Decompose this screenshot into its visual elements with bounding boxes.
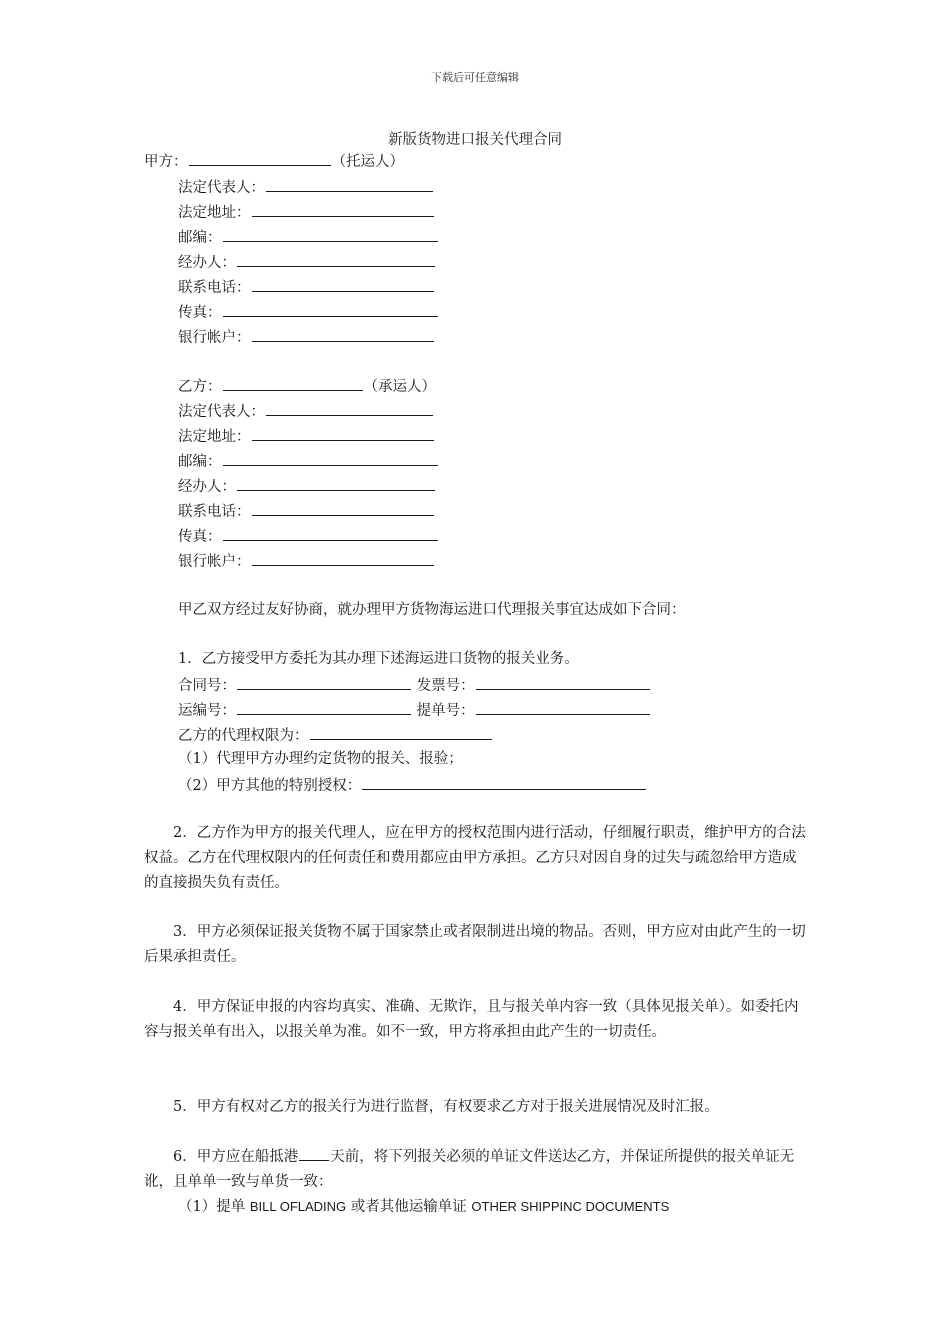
fill-blank[interactable] — [252, 201, 434, 217]
party-a-label: 甲方： — [144, 154, 188, 170]
contract-no-blank[interactable] — [237, 674, 411, 690]
authority-label: 乙方的代理权限为： — [178, 728, 309, 744]
transport-no-blank[interactable] — [237, 699, 411, 715]
party-b-line — [178, 375, 436, 395]
field-label: 传真： — [178, 529, 222, 545]
fill-blank[interactable] — [237, 475, 435, 491]
field-label: 邮编： — [178, 230, 222, 246]
transport-no-label: 运编号： — [178, 703, 236, 719]
invoice-no-blank[interactable] — [476, 674, 650, 690]
days-blank[interactable] — [299, 1145, 329, 1161]
party-b-field — [178, 400, 434, 420]
document-title: 新版货物进口报关代理合同 — [388, 132, 562, 148]
party-b-field — [178, 550, 435, 570]
fill-blank[interactable] — [252, 550, 434, 566]
party-b-field — [178, 475, 436, 495]
fill-blank[interactable] — [223, 450, 438, 466]
fill-blank[interactable] — [237, 251, 435, 267]
fill-blank[interactable] — [252, 425, 434, 441]
contract-no-label: 合同号： — [178, 678, 236, 694]
party-a-field — [178, 301, 439, 321]
item-text-latin: BILL OFLADING — [249, 1199, 347, 1214]
party-b-role: （承运人） — [363, 379, 436, 395]
invoice-no-label: 发票号： — [416, 678, 475, 694]
intro-paragraph: 甲乙双方经过友好协商，就办理甲方货物海运进口代理报关事宜达成如下合同： — [178, 602, 686, 618]
authority-item-1: （1）代理甲方办理约定货物的报关、报验； — [178, 751, 463, 767]
party-a-field — [178, 276, 435, 296]
field-label: 传真： — [178, 305, 222, 321]
item-text: 或者其他运输单证 — [346, 1199, 472, 1215]
party-a-role: （托运人） — [331, 154, 404, 170]
transport-bill-line — [178, 699, 651, 719]
party-b-field — [178, 500, 435, 520]
party-a-line — [144, 150, 404, 170]
bill-no-label: 提单号： — [416, 703, 475, 719]
clause-5: 5．甲方有权对乙方的报关行为进行监督，有权要求乙方对于报关进展情况及时汇报。 — [173, 1099, 719, 1115]
item-text: （1）提单 — [178, 1199, 250, 1215]
contract-invoice-line — [178, 674, 651, 694]
party-a-field — [178, 176, 434, 196]
fill-blank[interactable] — [252, 326, 434, 342]
special-authority-blank[interactable] — [362, 774, 646, 790]
field-label: 银行帐户： — [178, 330, 251, 346]
party-a-field — [178, 226, 439, 246]
authority-item-2 — [178, 774, 647, 794]
authority-item-2-label: （2）甲方其他的特别授权： — [178, 778, 362, 794]
field-label: 法定地址： — [178, 205, 251, 221]
party-b-field — [178, 425, 435, 445]
field-label: 法定代表人： — [178, 180, 265, 196]
field-label: 经办人： — [178, 255, 236, 271]
party-b-blank[interactable] — [223, 375, 363, 391]
fill-blank[interactable] — [266, 400, 433, 416]
authority-blank[interactable] — [310, 724, 492, 740]
item-text-latin: OTHER SHIPPINC DOCUMENTS — [471, 1199, 670, 1214]
party-a-field — [178, 326, 435, 346]
bill-no-blank[interactable] — [476, 699, 650, 715]
party-a-field — [178, 251, 436, 271]
fill-blank[interactable] — [223, 226, 438, 242]
fill-blank[interactable] — [252, 276, 434, 292]
clause-6 — [144, 1145, 806, 1195]
party-b-label: 乙方： — [178, 379, 222, 395]
clause-4: 4．甲方保证申报的内容均真实、准确、无欺诈，且与报关单内容一致（具体见报关单）。如委托内容与报关单有出入，以报关单为准。如不一致，甲方将承担由此产生的一切责任。 — [144, 999, 799, 1040]
clause-6-item-1 — [178, 1197, 669, 1217]
party-b-field — [178, 525, 439, 545]
field-label: 联系电话： — [178, 504, 251, 520]
party-a-field — [178, 201, 435, 221]
field-label: 联系电话： — [178, 280, 251, 296]
clause-1-heading: 1．乙方接受甲方委托为其办理下述海运进口货物的报关业务。 — [178, 651, 579, 667]
party-a-blank[interactable] — [189, 150, 331, 166]
clause-3: 3．甲方必须保证报关货物不属于国家禁止或者限制进出境的物品。否则，甲方应对由此产生的一切后果承担责任。 — [144, 924, 806, 965]
party-b-field — [178, 450, 439, 470]
field-label: 经办人： — [178, 479, 236, 495]
fill-blank[interactable] — [223, 525, 438, 541]
clause-6-part-1: 6．甲方应在船抵港 — [173, 1149, 299, 1165]
field-label: 银行帐户： — [178, 554, 251, 570]
field-label: 邮编： — [178, 454, 222, 470]
header-note: 下载后可任意编辑 — [431, 71, 519, 84]
fill-blank[interactable] — [252, 500, 434, 516]
fill-blank[interactable] — [266, 176, 433, 192]
field-label: 法定地址： — [178, 429, 251, 445]
clause-2: 2．乙方作为甲方的报关代理人，应在甲方的授权范围内进行活动，仔细履行职责，维护甲方的合法权益。乙方在代理权限内的任何责任和费用都应由甲方承担。乙方只对因自身的过失与疏忽给甲方造成的直接损失负有责任。 — [144, 825, 806, 891]
field-label: 法定代表人： — [178, 404, 265, 420]
clause-6-part-2: 天前，将下列报关必须的单证文件送达乙方，并保证所提供的报关单证无讹，且单单一致与单货一致： — [144, 1149, 795, 1190]
fill-blank[interactable] — [223, 301, 438, 317]
authority-line — [178, 724, 493, 744]
